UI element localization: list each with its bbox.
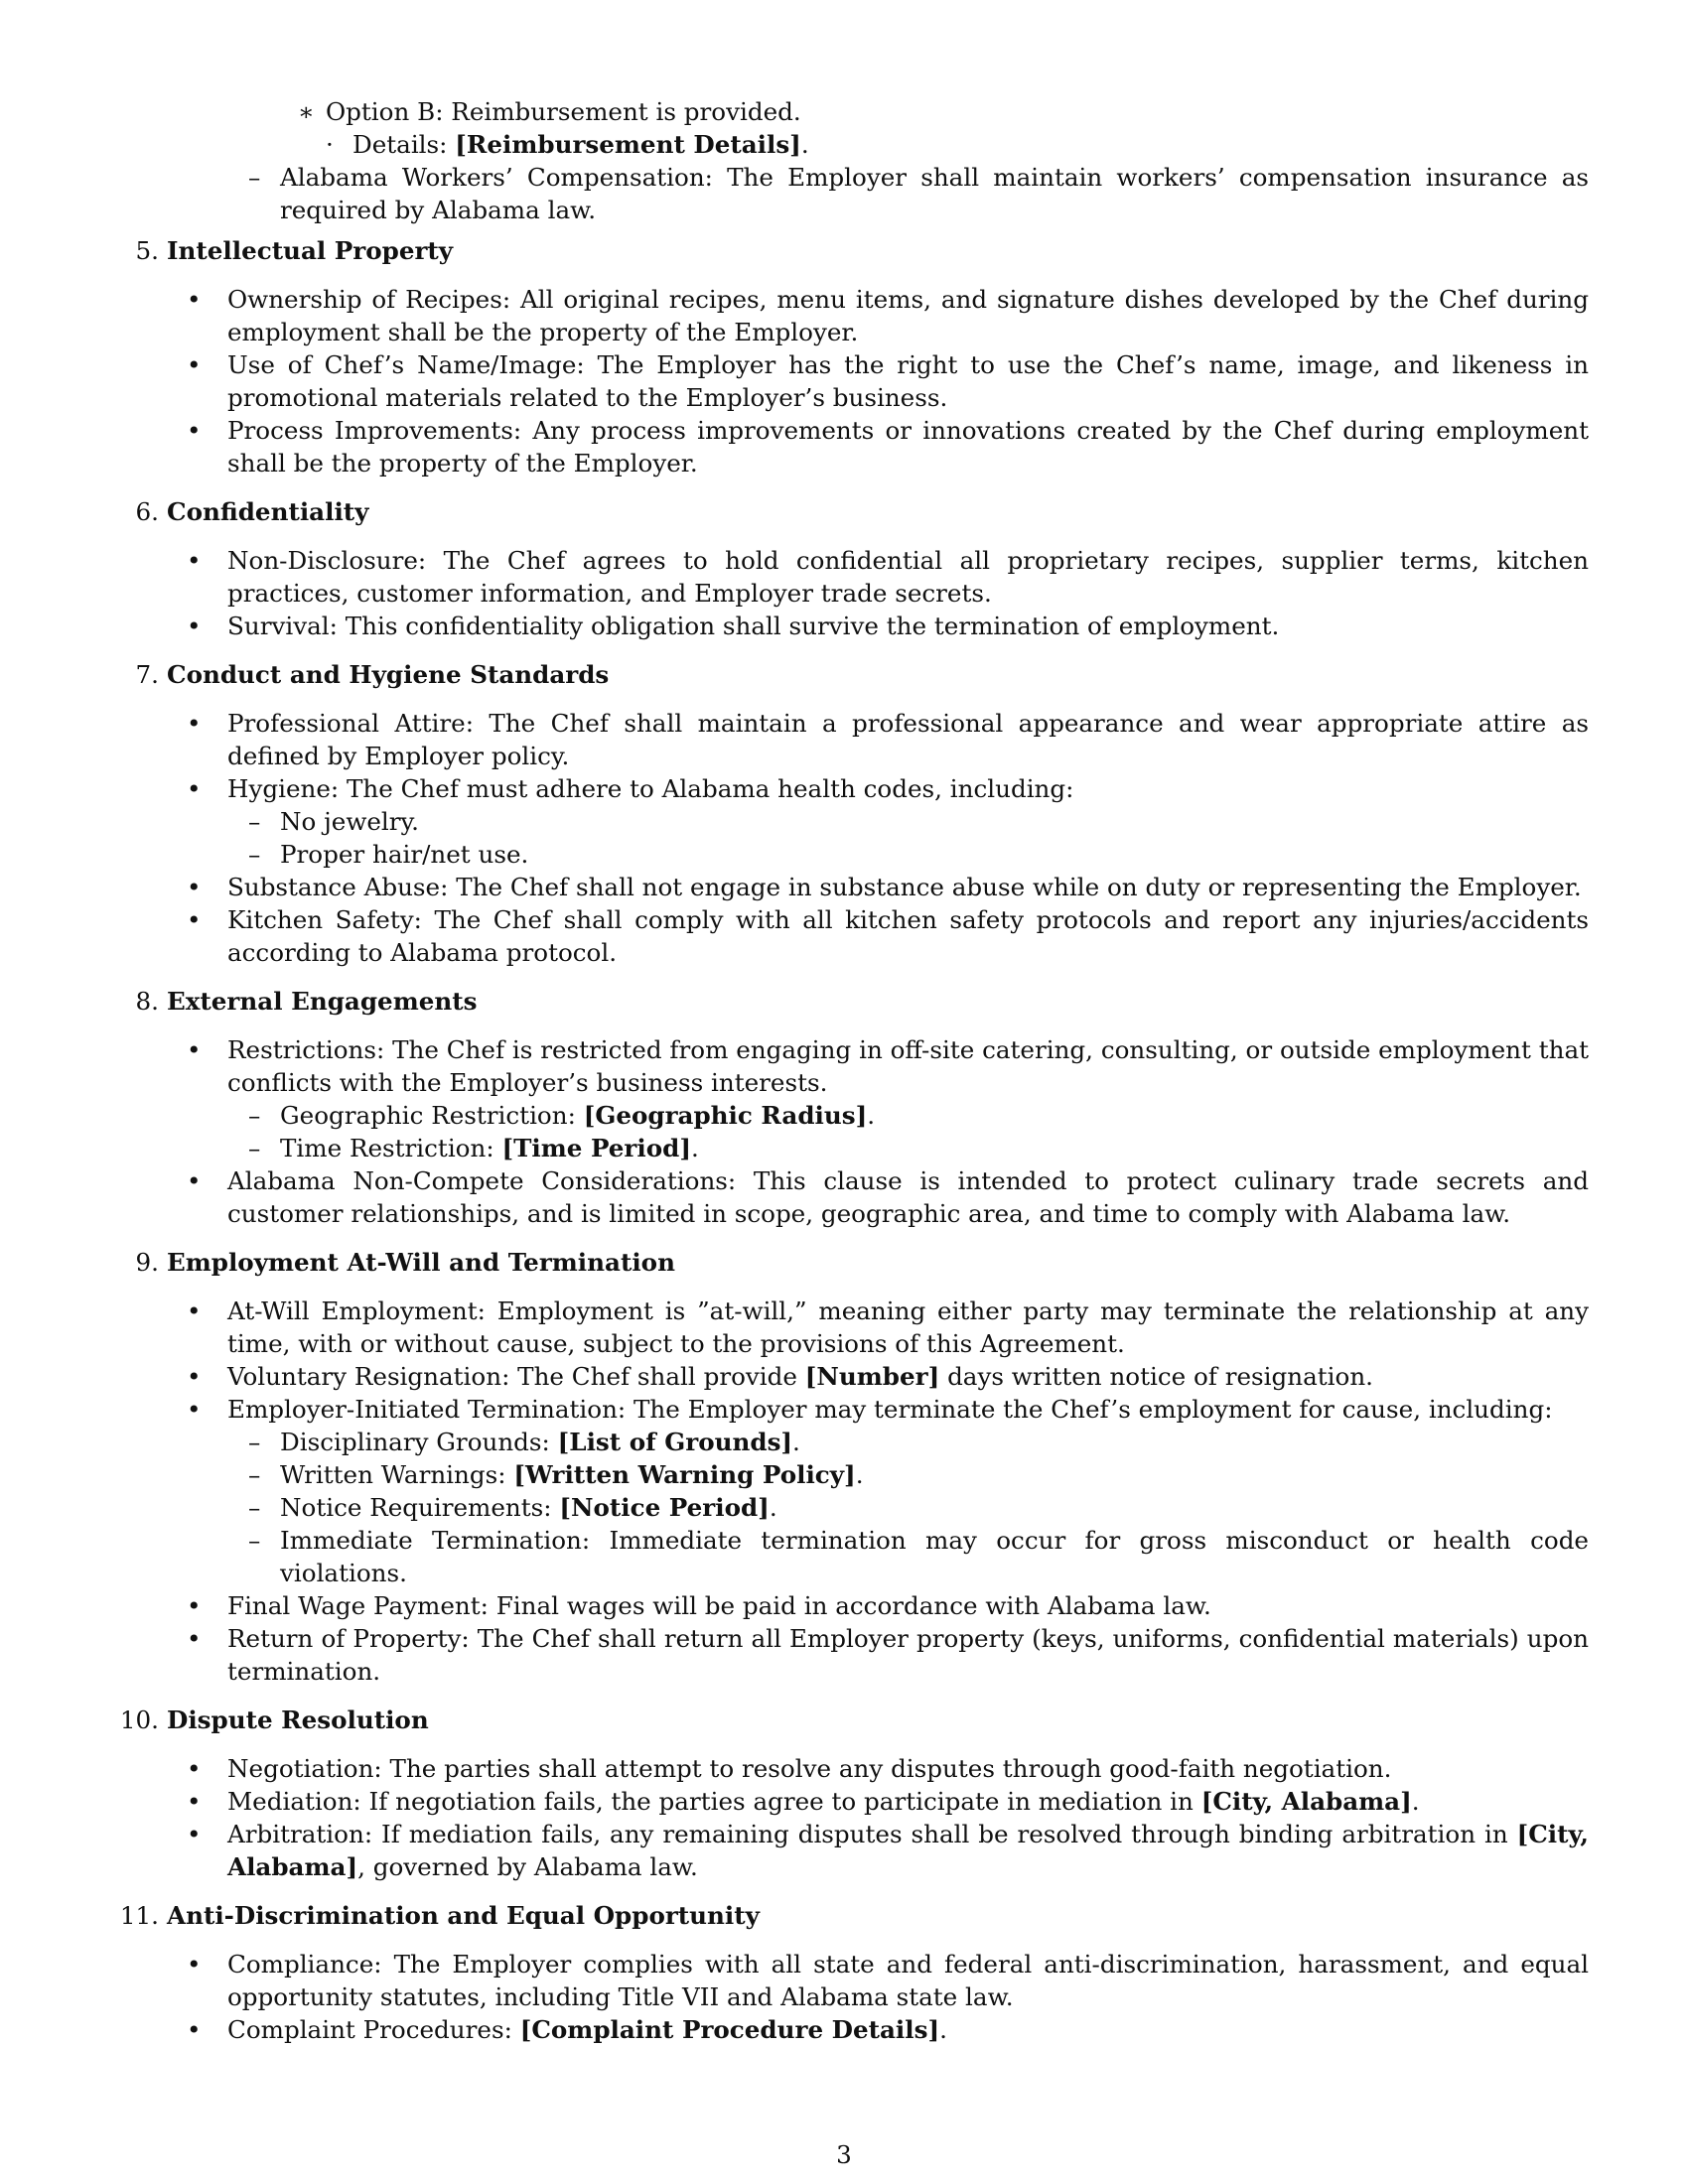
text-segment: . bbox=[792, 1428, 800, 1456]
list-item-text bbox=[227, 2015, 947, 2044]
section-title: Intellectual Property bbox=[167, 236, 454, 265]
bullet-marker: • bbox=[187, 1624, 202, 1653]
bullet-marker: – bbox=[248, 163, 261, 192]
section bbox=[135, 658, 1589, 969]
sections-list bbox=[119, 234, 1589, 2046]
list-item bbox=[167, 1491, 1589, 1524]
placeholder-field: [Number] bbox=[804, 1362, 940, 1391]
text-segment: Time Restriction: bbox=[280, 1134, 502, 1162]
list-item-text: Final Wage Payment: Final wages will be paid in accordance with Alabama law. bbox=[227, 1591, 1211, 1620]
bullet-marker: • bbox=[187, 285, 202, 314]
list-item bbox=[167, 1818, 1589, 1883]
section-items bbox=[167, 1752, 1589, 1883]
list-item-text: Alabama Non-Compete Considerations: This clause is intended to protect culinary trade secrets and customer relationships, and is limited in scope, geographic area, and time to comply with Alabama law. bbox=[227, 1166, 1589, 1228]
text-segment: Notice Requirements: bbox=[280, 1493, 560, 1522]
list-item-text: Proper hair/net use. bbox=[280, 840, 529, 869]
section bbox=[135, 985, 1589, 1230]
text-segment: . bbox=[690, 1134, 699, 1162]
list-item-text: Restrictions: The Chef is restricted from engaging in off-site catering, consulting, or outside employment that conflicts with the Employer’s business interests. bbox=[227, 1035, 1589, 1097]
section-items bbox=[167, 707, 1589, 969]
list-item bbox=[167, 707, 1589, 772]
text-segment: . bbox=[855, 1460, 864, 1489]
section-title: External Engagements bbox=[167, 987, 478, 1016]
bullet-marker: • bbox=[187, 612, 202, 640]
bullet-marker: – bbox=[248, 1460, 261, 1489]
list-item-text bbox=[352, 130, 809, 159]
section-title: Dispute Resolution bbox=[167, 1706, 429, 1734]
list-item-text: No jewelry. bbox=[280, 807, 419, 836]
list-item bbox=[167, 128, 1589, 161]
text-segment: Details: bbox=[352, 130, 456, 159]
section bbox=[119, 1704, 1589, 1883]
list-item-text bbox=[227, 1820, 1589, 1881]
list-item bbox=[167, 1295, 1589, 1360]
list-item bbox=[167, 1752, 1589, 1785]
placeholder-field: [List of Grounds] bbox=[557, 1428, 793, 1456]
bullet-marker: • bbox=[187, 1395, 202, 1424]
section-title: Anti-Discrimination and Equal Opportunity bbox=[167, 1901, 760, 1930]
list-item-text: Return of Property: The Chef shall return all Employer property (keys, uniforms, confidential materials) upon termination. bbox=[227, 1624, 1589, 1686]
bullet-marker: • bbox=[187, 873, 202, 901]
list-item-text: Immediate Termination: Immediate termination may occur for gross misconduct or health code violations. bbox=[280, 1526, 1589, 1587]
section-number: 9. bbox=[135, 1248, 159, 1277]
list-item bbox=[167, 838, 1589, 871]
text-segment: Geographic Restriction: bbox=[280, 1101, 584, 1130]
list-item-text: Process Improvements: Any process improvements or innovations created by the Chef during employment shall be the property of the Employer. bbox=[227, 416, 1589, 478]
section bbox=[119, 1899, 1589, 2046]
list-item bbox=[167, 903, 1589, 969]
list-item bbox=[167, 544, 1589, 610]
list-item-text: Compliance: The Employer complies with all state and federal anti-discrimination, harassment, and equal opportunity statutes, including Title VII and Alabama state law. bbox=[227, 1950, 1589, 2011]
page-number: 3 bbox=[836, 2140, 852, 2169]
section-title: Employment At-Will and Termination bbox=[167, 1248, 675, 1277]
placeholder-field: [Time Period] bbox=[501, 1134, 691, 1162]
text-segment: Disciplinary Grounds: bbox=[280, 1428, 558, 1456]
bullet-marker: • bbox=[187, 416, 202, 445]
section bbox=[135, 1246, 1589, 1688]
list-item-text bbox=[280, 1493, 777, 1522]
bullet-marker: ∗ bbox=[298, 97, 315, 126]
text-segment: days written notice of resignation. bbox=[939, 1362, 1373, 1391]
list-item-text: At-Will Employment: Employment is ”at-will,” meaning either party may terminate the relationship at any time, with or without cause, subject to the provisions of this Agreement. bbox=[227, 1297, 1589, 1358]
list-item bbox=[167, 871, 1589, 903]
text-segment: Mediation: If negotiation fails, the parties agree to participate in mediation in bbox=[227, 1787, 1201, 1816]
list-item-text bbox=[280, 1428, 800, 1456]
list-item-text: Hygiene: The Chef must adhere to Alabama health codes, including: bbox=[227, 774, 1074, 803]
bullet-marker: • bbox=[187, 350, 202, 379]
section-items bbox=[167, 1033, 1589, 1230]
section-number: 11. bbox=[119, 1901, 159, 1930]
list-item-text bbox=[227, 1362, 1373, 1391]
list-item bbox=[167, 161, 1589, 226]
list-item-text: Professional Attire: The Chef shall maintain a professional appearance and wear appropriate attire as defined by Employer policy. bbox=[227, 709, 1589, 770]
list-item-text: Kitchen Safety: The Chef shall comply with all kitchen safety protocols and report any injuries/accidents according to Alabama protocol. bbox=[227, 905, 1589, 967]
list-item bbox=[167, 1099, 1589, 1132]
section-number: 8. bbox=[135, 987, 159, 1016]
bullet-marker: • bbox=[187, 905, 202, 934]
section-title: Conduct and Hygiene Standards bbox=[167, 660, 610, 689]
text-segment: . bbox=[800, 130, 809, 159]
placeholder-field: [City, Alabama] bbox=[227, 1820, 1589, 1881]
list-item bbox=[167, 1589, 1589, 1622]
list-item bbox=[167, 1948, 1589, 2013]
bullet-marker: – bbox=[248, 840, 261, 869]
bullet-marker: – bbox=[248, 1493, 261, 1522]
list-item bbox=[167, 283, 1589, 348]
bullet-marker: – bbox=[248, 1428, 261, 1456]
placeholder-field: [City, Alabama] bbox=[1200, 1787, 1412, 1816]
section-items bbox=[167, 544, 1589, 642]
section-heading bbox=[119, 1704, 1589, 1736]
list-item-text: Use of Chef’s Name/Image: The Employer has the right to use the Chef’s name, image, and likeness in promotional materials related to the Employer’s business. bbox=[227, 350, 1589, 412]
section-items bbox=[167, 1295, 1589, 1688]
section-number: 6. bbox=[135, 497, 159, 526]
section-heading bbox=[135, 985, 1589, 1018]
bullet-marker: • bbox=[187, 1591, 202, 1620]
list-item-text: Employer-Initiated Termination: The Employer may terminate the Chef’s employment for cause, including: bbox=[227, 1395, 1553, 1424]
section-number: 5. bbox=[135, 236, 159, 265]
list-item-text: Negotiation: The parties shall attempt to resolve any disputes through good-faith negotiation. bbox=[227, 1754, 1392, 1783]
bullet-marker: – bbox=[248, 1526, 261, 1555]
list-item bbox=[167, 1164, 1589, 1230]
section-heading bbox=[135, 1246, 1589, 1279]
bullet-marker: • bbox=[187, 546, 202, 575]
list-item bbox=[167, 772, 1589, 805]
bullet-marker: • bbox=[187, 1166, 202, 1195]
text-segment: . bbox=[867, 1101, 876, 1130]
bullet-marker: • bbox=[187, 774, 202, 803]
list-item-text bbox=[280, 1101, 875, 1130]
list-item-text: Substance Abuse: The Chef shall not engage in substance abuse while on duty or representing the Employer. bbox=[227, 873, 1582, 901]
list-item bbox=[167, 1132, 1589, 1164]
list-item bbox=[167, 1785, 1589, 1818]
bullet-marker: • bbox=[187, 1754, 202, 1783]
list-item bbox=[167, 1360, 1589, 1393]
list-item-text: Survival: This confidentiality obligation shall survive the termination of employment. bbox=[227, 612, 1280, 640]
list-item bbox=[167, 610, 1589, 642]
bullet-marker: • bbox=[187, 1950, 202, 1979]
placeholder-field: [Notice Period] bbox=[559, 1493, 770, 1522]
bullet-marker: – bbox=[248, 1134, 261, 1162]
bullet-marker: • bbox=[187, 1297, 202, 1325]
section-heading bbox=[135, 234, 1589, 267]
bullet-marker: • bbox=[187, 709, 202, 738]
section-heading bbox=[119, 1899, 1589, 1932]
list-item bbox=[167, 1033, 1589, 1099]
text-segment: . bbox=[1411, 1787, 1420, 1816]
list-item-text bbox=[280, 1460, 864, 1489]
text-segment: Arbitration: If mediation fails, any remaining disputes shall be resolved through binding arbitration in bbox=[227, 1820, 1517, 1848]
placeholder-field: [Reimbursement Details] bbox=[455, 130, 801, 159]
list-item-text: Non-Disclosure: The Chef agrees to hold confidential all proprietary recipes, supplier terms, kitchen practices, customer information, and Employer trade secrets. bbox=[227, 546, 1589, 608]
bullet-marker: • bbox=[187, 1035, 202, 1064]
section-heading bbox=[135, 495, 1589, 528]
bullet-marker: – bbox=[248, 807, 261, 836]
section-number: 10. bbox=[119, 1706, 159, 1734]
text-segment: . bbox=[769, 1493, 777, 1522]
document-body bbox=[119, 95, 1589, 2046]
text-segment: Written Warnings: bbox=[280, 1460, 514, 1489]
text-segment: , governed by Alabama law. bbox=[357, 1852, 698, 1881]
list-item bbox=[167, 1426, 1589, 1458]
text-segment: . bbox=[939, 2015, 947, 2044]
section-number: 7. bbox=[135, 660, 159, 689]
bullet-marker: • bbox=[187, 2015, 202, 2044]
section-items bbox=[167, 1948, 1589, 2046]
list-item-text bbox=[280, 1134, 699, 1162]
placeholder-field: [Geographic Radius] bbox=[583, 1101, 868, 1130]
list-item-text: Ownership of Recipes: All original recipes, menu items, and signature dishes developed by the Chef during employment shall be the property of the Employer. bbox=[227, 285, 1589, 346]
list-item bbox=[167, 348, 1589, 414]
bullet-marker: – bbox=[248, 1101, 261, 1130]
list-item bbox=[167, 2013, 1589, 2046]
list-item bbox=[167, 805, 1589, 838]
list-item bbox=[167, 95, 1589, 128]
section-title: Confidentiality bbox=[167, 497, 369, 526]
list-item bbox=[167, 1458, 1589, 1491]
placeholder-field: [Written Warning Policy] bbox=[513, 1460, 856, 1489]
section bbox=[135, 495, 1589, 642]
section-items bbox=[167, 283, 1589, 479]
list-item bbox=[167, 1393, 1589, 1426]
continued-list bbox=[167, 95, 1589, 226]
bullet-marker: · bbox=[326, 130, 334, 159]
placeholder-field: [Complaint Procedure Details] bbox=[519, 2015, 940, 2044]
list-item-text bbox=[227, 1787, 1420, 1816]
bullet-marker: • bbox=[187, 1787, 202, 1816]
list-item-text: Option B: Reimbursement is provided. bbox=[326, 97, 801, 126]
list-item bbox=[167, 414, 1589, 479]
section bbox=[135, 234, 1589, 479]
list-item bbox=[167, 1524, 1589, 1589]
text-segment: Voluntary Resignation: The Chef shall provide bbox=[227, 1362, 805, 1391]
list-item-text: Alabama Workers’ Compensation: The Employer shall maintain workers’ compensation insurance as required by Alabama law. bbox=[280, 163, 1589, 224]
list-item bbox=[167, 1622, 1589, 1688]
section-heading bbox=[135, 658, 1589, 691]
bullet-marker: • bbox=[187, 1362, 202, 1391]
text-segment: Complaint Procedures: bbox=[227, 2015, 520, 2044]
bullet-marker: • bbox=[187, 1820, 202, 1848]
